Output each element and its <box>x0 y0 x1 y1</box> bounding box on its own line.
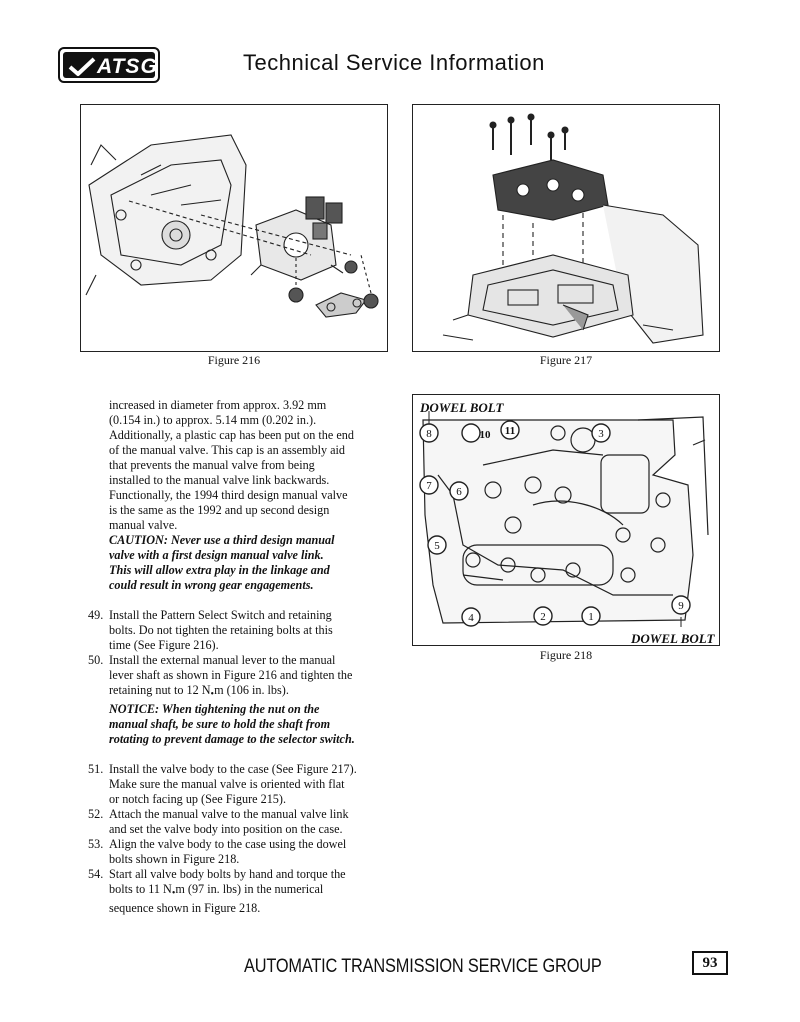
step-line <box>109 882 398 901</box>
logo-text: ATSG <box>97 55 158 78</box>
valve-body-installation-illustration <box>413 105 718 350</box>
step-number: 50. <box>88 653 104 667</box>
footer-title: AUTOMATIC TRANSMISSION SERVICE GROUP <box>244 956 602 977</box>
step-line: sequence shown in Figure 218. <box>109 901 261 915</box>
notice-line: rotating to prevent damage to the selector switch. <box>109 732 355 746</box>
intro-line: (0.154 in.) to approx. 5.14 mm (0.202 in.). <box>109 413 317 427</box>
bolt-number-7: 7 <box>426 480 432 492</box>
caution-line: This will allow extra play in the linkage and <box>109 563 330 577</box>
step-50 <box>88 653 398 747</box>
intro-line: Functionally, the 1994 third design manual valve <box>109 488 348 502</box>
caution-line: CAUTION: Never use a third design manual <box>109 533 335 547</box>
intro-line: is the same as the 1992 and up second design <box>109 503 330 517</box>
newton-meter-dot: • <box>210 689 215 700</box>
notice-line: manual shaft, be sure to hold the shaft from <box>109 717 331 731</box>
intro-line: manual valve. <box>109 518 178 532</box>
step-line: bolts shown in Figure 218. <box>109 852 240 866</box>
bolt-number-10: 10 <box>479 429 491 441</box>
bolt-number-5: 5 <box>434 540 440 552</box>
step-line: time (See Figure 216). <box>109 638 219 652</box>
torque-text: retaining nut to 12 N <box>109 683 211 697</box>
intro-line: of the manual valve. This cap is an assembly aid <box>109 443 346 457</box>
step-line: and set the valve body into position on the case. <box>109 822 343 836</box>
figure-217-caption: Figure 217 <box>539 353 593 367</box>
caution-line: valve with a first design manual valve link. <box>109 548 324 562</box>
step-54 <box>88 867 398 916</box>
bolt-number-4: 4 <box>468 612 474 624</box>
step-line: Make sure the manual valve is oriented with flat <box>109 777 345 791</box>
step-line: Install the external manual lever to the manual <box>109 653 336 667</box>
figure-218-caption: Figure 218 <box>539 648 593 662</box>
bolt-number-3: 3 <box>598 428 604 440</box>
bolt-number-11: 11 <box>504 425 516 437</box>
pattern-select-switch-illustration <box>81 105 386 350</box>
step-52 <box>88 807 398 837</box>
page-title: Technical Service Information <box>243 50 545 75</box>
intro-line: that prevents the manual valve from being <box>109 458 315 472</box>
intro-line: installed to the manual valve link backwards. <box>109 473 330 487</box>
step-line: or notch facing up (See Figure 215). <box>109 792 287 806</box>
step-number: 54. <box>88 867 104 881</box>
torque-text: m (106 in. lbs). <box>214 683 289 697</box>
bolt-number-2: 2 <box>540 611 546 623</box>
step-53 <box>88 837 398 867</box>
step-line: lever shaft as shown in Figure 216 and tighten the <box>109 668 353 682</box>
step-number: 51. <box>88 762 104 776</box>
step-line: Install the Pattern Select Switch and retaining <box>109 608 332 622</box>
step-line: Align the valve body to the case using the dowel <box>109 837 347 851</box>
bolt-number-1: 1 <box>588 611 594 623</box>
newton-meter-dot: • <box>171 888 176 899</box>
figure-218 <box>412 394 720 646</box>
figure-216-caption: Figure 216 <box>207 353 261 367</box>
bolt-number-8: 8 <box>426 428 432 440</box>
step-line: Install the valve body to the case (See Figure 217). <box>109 762 357 776</box>
valve-body-bolt-sequence-diagram <box>413 395 718 644</box>
dowel-bolt-label-bottom: DOWEL BOLT <box>631 631 715 646</box>
intro-line: increased in diameter from approx. 3.92 mm <box>109 398 327 412</box>
step-51 <box>88 762 398 807</box>
torque-text: m (97 in. lbs) in the numerical <box>175 882 324 896</box>
bolt-number-6: 6 <box>456 486 462 498</box>
figure-217 <box>412 104 720 352</box>
step-line: bolts. Do not tighten the retaining bolts at this <box>109 623 333 637</box>
step-line: Start all valve body bolts by hand and torque the <box>109 867 346 881</box>
bolt-number-9: 9 <box>678 600 684 612</box>
page-number: 93 <box>692 951 728 975</box>
figure-216 <box>80 104 388 352</box>
step-line <box>109 683 398 702</box>
torque-text: bolts to 11 N <box>109 882 172 896</box>
step-number: 52. <box>88 807 104 821</box>
dowel-bolt-label-top: DOWEL BOLT <box>420 400 504 415</box>
atsg-logo <box>58 47 160 83</box>
step-line: Attach the manual valve to the manual valve link <box>109 807 349 821</box>
checkmark-icon <box>67 56 97 78</box>
logo-background <box>63 52 158 78</box>
caution-line: could result in wrong gear engagements. <box>109 578 314 592</box>
instruction-text <box>88 398 398 916</box>
step-number: 53. <box>88 837 104 851</box>
intro-line: Additionally, a plastic cap has been put on the end <box>109 428 354 442</box>
step-number: 49. <box>88 608 104 622</box>
step-49 <box>88 608 398 653</box>
notice-line: NOTICE: When tightening the nut on the <box>109 702 320 716</box>
